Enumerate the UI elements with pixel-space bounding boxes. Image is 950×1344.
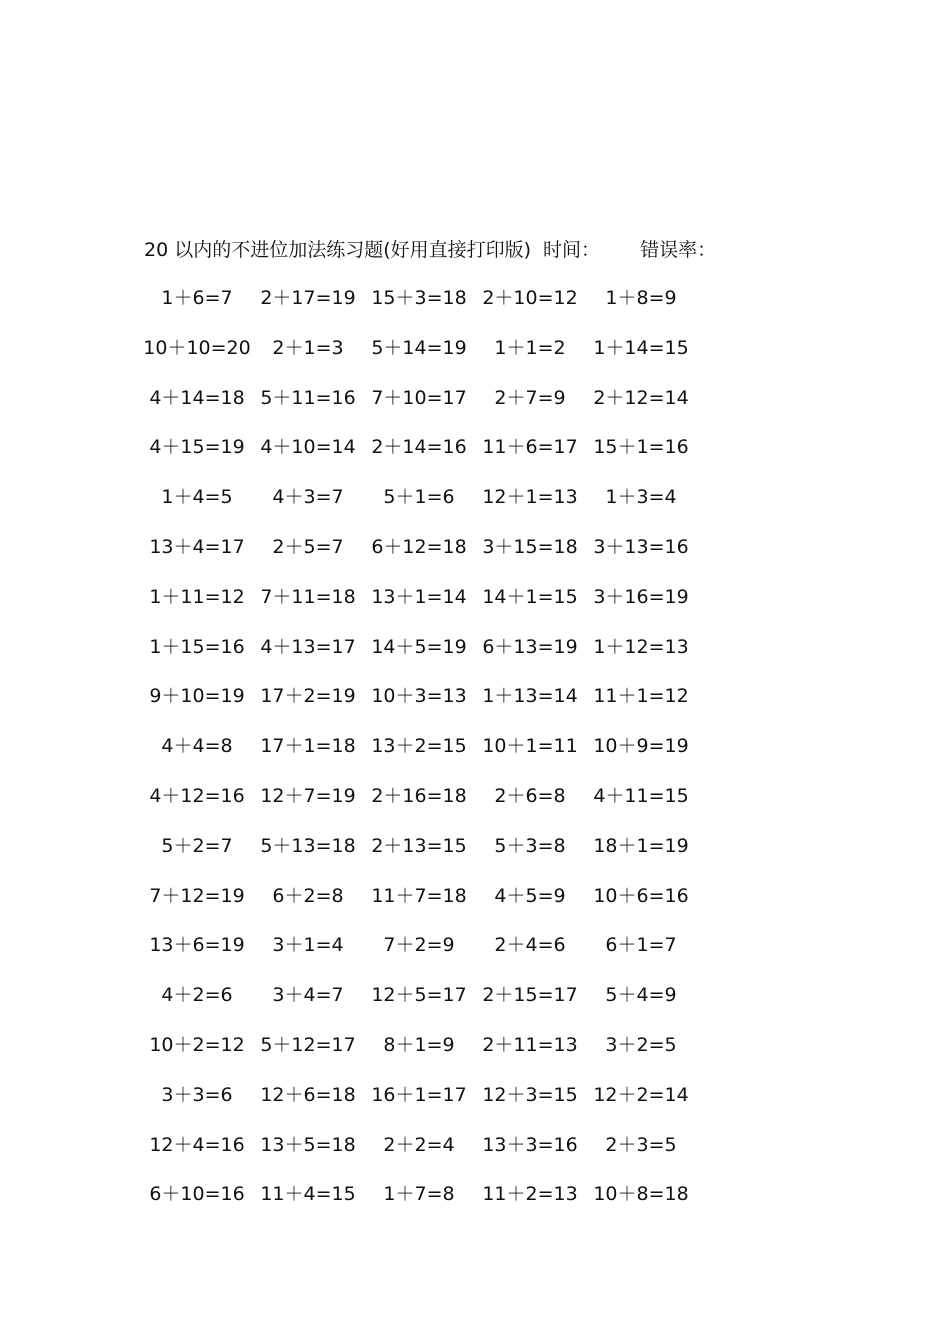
problem-cell: 13＋2=15 xyxy=(371,735,467,758)
problem-cell: 10＋9=19 xyxy=(593,735,689,758)
problem-cell: 1＋11=12 xyxy=(149,585,245,608)
problem-cell: 10＋10=20 xyxy=(143,336,251,359)
problem-row xyxy=(144,433,744,483)
problem-cell: 12＋4=16 xyxy=(149,1133,245,1156)
problem-cell: 7＋2=9 xyxy=(383,934,455,957)
problem-cell: 7＋11=18 xyxy=(260,585,356,608)
problem-cell: 6＋10=16 xyxy=(149,1183,245,1206)
problem-cell: 13＋3=16 xyxy=(482,1133,578,1156)
problem-cell: 15＋1=16 xyxy=(593,436,689,459)
problem-cell: 6＋12=18 xyxy=(371,535,467,558)
problem-cell: 4＋11=15 xyxy=(593,784,689,807)
problem-cell: 15＋3=18 xyxy=(371,287,467,309)
problem-cell: 2＋10=12 xyxy=(482,287,578,309)
error-rate-label: 错误率： xyxy=(640,239,717,261)
problem-cell: 3＋16=19 xyxy=(593,585,689,608)
problem-cell: 2＋15=17 xyxy=(482,984,578,1007)
problem-cell: 2＋2=4 xyxy=(383,1133,455,1156)
problem-cell: 5＋1=6 xyxy=(383,486,455,509)
problem-cell: 1＋15=16 xyxy=(149,635,245,658)
problem-cell: 3＋2=5 xyxy=(605,1033,677,1056)
problem-cell: 9＋10=19 xyxy=(149,685,245,708)
problem-grid xyxy=(144,284,744,1230)
problem-row xyxy=(144,981,744,1031)
problem-cell: 2＋6=8 xyxy=(494,784,566,807)
problem-cell: 4＋15=19 xyxy=(149,436,245,459)
problem-cell: 3＋4=7 xyxy=(272,984,344,1007)
problem-cell: 6＋13=19 xyxy=(482,635,578,658)
problem-cell: 4＋2=6 xyxy=(161,984,233,1007)
problem-cell: 1＋7=8 xyxy=(383,1183,455,1206)
problem-cell: 12＋6=18 xyxy=(260,1083,356,1106)
problem-cell: 12＋2=14 xyxy=(593,1083,689,1106)
problem-cell: 17＋2=19 xyxy=(260,685,356,708)
problem-cell: 1＋3=4 xyxy=(605,486,677,509)
problem-cell: 6＋1=7 xyxy=(605,934,677,957)
problem-row xyxy=(144,732,744,782)
problem-cell: 2＋17=19 xyxy=(260,287,356,309)
problem-row xyxy=(144,533,744,583)
problem-row xyxy=(144,583,744,633)
problem-row xyxy=(144,633,744,683)
problem-cell: 13＋5=18 xyxy=(260,1133,356,1156)
problem-cell: 10＋8=18 xyxy=(593,1183,689,1206)
problem-row xyxy=(144,832,744,882)
problem-cell: 11＋6=17 xyxy=(482,436,578,459)
problem-cell: 2＋12=14 xyxy=(593,386,689,409)
problem-cell: 14＋1=15 xyxy=(482,585,578,608)
problem-cell: 12＋3=15 xyxy=(482,1083,578,1106)
problem-cell: 1＋4=5 xyxy=(161,486,233,509)
problem-cell: 2＋13=15 xyxy=(371,834,467,857)
problem-cell: 4＋10=14 xyxy=(260,436,356,459)
problem-cell: 5＋2=7 xyxy=(161,834,233,857)
problem-cell: 4＋4=8 xyxy=(161,735,233,758)
problem-row xyxy=(144,1031,744,1081)
problem-cell: 10＋6=16 xyxy=(593,884,689,907)
problem-cell: 1＋14=15 xyxy=(593,336,689,359)
problem-cell: 18＋1=19 xyxy=(593,834,689,857)
problem-cell: 2＋1=3 xyxy=(272,336,344,359)
problem-cell: 10＋2=12 xyxy=(149,1033,245,1056)
worksheet-header xyxy=(144,236,716,264)
time-label: 时间： xyxy=(543,239,601,261)
problem-cell: 11＋4=15 xyxy=(260,1183,356,1206)
problem-cell: 2＋4=6 xyxy=(494,934,566,957)
problem-cell: 12＋7=19 xyxy=(260,784,356,807)
problem-cell: 17＋1=18 xyxy=(260,735,356,758)
problem-cell: 2＋5=7 xyxy=(272,535,344,558)
problem-row xyxy=(144,682,744,732)
problem-cell: 13＋4=17 xyxy=(149,535,245,558)
problem-cell: 1＋6=7 xyxy=(161,287,233,309)
worksheet-title: 20 以内的不进位加法练习题(好用直接打印版) xyxy=(144,239,532,261)
problem-cell: 7＋12=19 xyxy=(149,884,245,907)
problem-cell: 5＋14=19 xyxy=(371,336,467,359)
problem-cell: 14＋5=19 xyxy=(371,635,467,658)
problem-cell: 13＋6=19 xyxy=(149,934,245,957)
problem-cell: 5＋12=17 xyxy=(260,1033,356,1056)
problem-row xyxy=(144,931,744,981)
problem-cell: 5＋3=8 xyxy=(494,834,566,857)
problem-cell: 10＋3=13 xyxy=(371,685,467,708)
problem-cell: 10＋1=11 xyxy=(482,735,578,758)
problem-cell: 11＋7=18 xyxy=(371,884,467,907)
problem-cell: 3＋3=6 xyxy=(161,1083,233,1106)
problem-cell: 8＋1=9 xyxy=(383,1033,455,1056)
problem-cell: 13＋1=14 xyxy=(371,585,467,608)
problem-cell: 11＋1=12 xyxy=(593,685,689,708)
problem-cell: 12＋5=17 xyxy=(371,984,467,1007)
problem-cell: 16＋1=17 xyxy=(371,1083,467,1106)
problem-cell: 1＋12=13 xyxy=(593,635,689,658)
problem-cell: 3＋13=16 xyxy=(593,535,689,558)
problem-cell: 3＋15=18 xyxy=(482,535,578,558)
problem-cell: 4＋3=7 xyxy=(272,486,344,509)
problem-cell: 6＋2=8 xyxy=(272,884,344,907)
problem-cell: 1＋13=14 xyxy=(482,685,578,708)
problem-cell: 4＋13=17 xyxy=(260,635,356,658)
problem-cell: 1＋8=9 xyxy=(605,287,677,309)
problem-row xyxy=(144,384,744,434)
problem-cell: 5＋13=18 xyxy=(260,834,356,857)
problem-row xyxy=(144,1081,744,1131)
problem-cell: 4＋12=16 xyxy=(149,784,245,807)
problem-cell: 2＋16=18 xyxy=(371,784,467,807)
problem-cell: 5＋4=9 xyxy=(605,984,677,1007)
problem-row xyxy=(144,483,744,533)
problem-cell: 5＋11=16 xyxy=(260,386,356,409)
problem-row xyxy=(144,1180,744,1230)
problem-cell: 1＋1=2 xyxy=(494,336,566,359)
problem-cell: 11＋2=13 xyxy=(482,1183,578,1206)
problem-row xyxy=(144,334,744,384)
problem-cell: 4＋5=9 xyxy=(494,884,566,907)
problem-cell: 7＋10=17 xyxy=(371,386,467,409)
problem-row xyxy=(144,882,744,932)
problem-row xyxy=(144,284,744,334)
problem-cell: 12＋1=13 xyxy=(482,486,578,509)
problem-cell: 3＋1=4 xyxy=(272,934,344,957)
problem-cell: 2＋7=9 xyxy=(494,386,566,409)
problem-cell: 2＋14=16 xyxy=(371,436,467,459)
problem-cell: 2＋3=5 xyxy=(605,1133,677,1156)
problem-row xyxy=(144,1131,744,1181)
problem-row xyxy=(144,782,744,832)
problem-cell: 4＋14=18 xyxy=(149,386,245,409)
problem-cell: 2＋11=13 xyxy=(482,1033,578,1056)
